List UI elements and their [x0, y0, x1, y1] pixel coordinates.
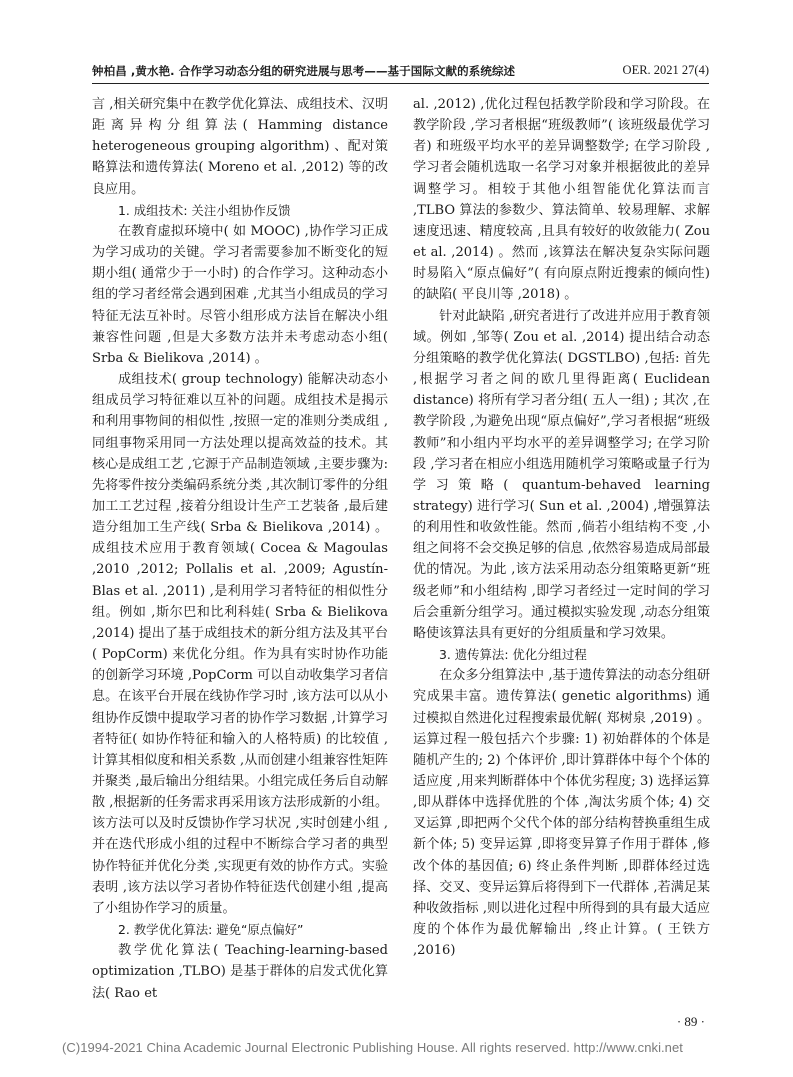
paragraph: 言 ,相关研究集中在教学优化算法、成组技术、汉明距离异构分组算法( Hamming distance heterogeneous grouping algorithm) 、配对策略算法和遗传算法( Moreno et al. ,2012) 等的改良应用。	[92, 97, 388, 197]
right-column	[413, 94, 710, 961]
paragraph: 成组技术( group technology) 能解决动态小组成员学习特征难以互补的问题。成组技术是揭示和利用事物间的相似性 ,按照一定的准则分类成组 ,同组事物采用同一方法处理以提高效益的技术。其核心是成组工艺 ,它源于产品制造领域 ,主要步骤为: 先将零件按分类编码系统分类 ,其次制订零件的分组加工工艺过程 ,接着分组设计生产工艺装备 ,最后建造分组加工生产线( Srba & Bielikova ,2014) 。成组技术应用于教育领域( Cocea & Magoulas ,2010 ,2012; Pollalis et al. ,2009; Agustín-Blas et al. ,2011) ,是利用学习者特征的相似性分组。例如 ,斯尔巴和比利科娃( Srba & Bielikova ,2014) 提出了基于成组技术的新分组方法及其平台( PopCorm) 来优化分组。作为具有实时协作功能的创新学习环境 ,PopCorm 可以自动收集学习者信息。在该平台开展在线协作学习时 ,该方法可以从小组协作反馈中提取学习者的协作学习数据 ,计算学习者特征( 如协作特征和输入的人格特质) 的比较值 ,计算其相似度和相关系数 ,从而创建小组兼容性矩阵并聚类 ,最后输出分组结果。小组完成任务后自动解散 ,根据新的任务需求再采用该方法形成新的小组。该方法可以及时反馈协作学习状况 ,实时创建小组 ,并在迭代形成小组的过程中不断综合学习者的典型协作特征并优化分类 ,实现更有效的协作方式。实验表明 ,该方法以学习者协作特征迭代创建小组 ,提高了小组协作学习的质量。	[92, 372, 388, 916]
paragraph: 在众多分组算法中 ,基于遗传算法的动态分组研究成果丰富。遗传算法( genetic algorithms) 通过模拟自然进化过程搜索最优解( 郑树泉 ,2019) 。运算过程一般包括六个步骤: 1) 初始群体的个体是随机产生的; 2) 个体评价 ,即计算群体中每个个体的适应度 ,用来判断群体中个体优劣程度; 3) 选择运算 ,即从群体中选择优胜的个体 ,淘汰劣质个体; 4) 交叉运算 ,即把两个父代个体的部分结构替换重组生成新个体; 5) 变异运算 ,即将变异算子作用于群体 ,修改个体的基因值; 6) 终止条件判断 ,即群体经过选择、交叉、变异运算后将得到下一代群体 ,若满足某种收敛指标 ,则以进化过程中所得到的具有最大适应度的个体作为最优解输出 ,终止计算。( 王铁方 ,2016)	[413, 668, 710, 959]
header-authors-title: 钟柏昌 ,黄水艳. 合作学习动态分组的研究进展与思考——基于国际文献的系统综述	[92, 64, 516, 78]
paragraph: 针对此缺陷 ,研究者进行了改进并应用于教育领域。例如 ,邹等( Zou et al. ,2014) 提出结合动态分组策略的教学优化算法( DGSTLBO) ,包括: 首先 ,根据学习者之间的欧几里得距离( Euclidean distance) 将所有学习者分组( 五人一组) ; 其次 ,在教学阶段 ,为避免出现“原点偏好”,学习者根据“班级教师”和小组内平均水平的差异调整学习; 在学习阶段 ,学习者在相应小组选用随机学习策略或量子行为学习策略( quantum-behaved learning strategy) 进行学习( Sun et al. ,2004) ,增强算法的利用性和收敛性能。然而 ,倘若小组结构不变 ,小组之间将不会交换足够的信息 ,依然容易造成局部最优的情况。为此 ,该方法采用动态分组策略更新“班级老师”和小组结构 ,即学习者经过一定时间的学习后会重新分组学习。通过模拟实验发现 ,动态分组策略使该算法具有更好的分组质量和学习效果。	[413, 308, 710, 641]
running-header	[92, 58, 709, 84]
copyright-footer: (C)1994-2021 China Academic Journal Electronic Publishing House. All rights reserved. http://www.cnki.net	[62, 1040, 683, 1055]
left-column	[92, 94, 388, 1004]
paragraph: 教学优化算法( Teaching-learning-based optimization ,TLBO) 是基于群体的启发式优化算法( Rao et	[92, 943, 388, 1001]
paragraph: 在教育虚拟环境中( 如 MOOC) ,协作学习正成为学习成功的关键。学习者需要参加不断变化的短期小组( 通常少于一小时) 的合作学习。这种动态小组的学习者经常会遇到困难 ,尤其当小组成员的学习特征无法互补时。尽管小组形成方法旨在解决小组兼容性问题 ,但是大多数方法并未考虑动态小组( Srba & Bielikova ,2014) 。	[92, 223, 388, 366]
section-heading: 2. 教学优化算法: 避免“原点偏好”	[118, 922, 304, 938]
paragraph: al. ,2012) ,优化过程包括教学阶段和学习阶段。在教学阶段 ,学习者根据“班级教师”( 该班级最优学习者) 和班级平均水平的差异调整数学; 在学习阶段 ,学习者会随机选取一名学习对象并根据彼此的差异调整学习。相较于其他小组智能优化算法而言 ,TLBO 算法的参数少、算法简单、较易理解、求解速度迅速、精度较高 ,且具有较好的收敛能力( Zou et al. ,2014) 。然而 ,该算法在解决复杂实际问题时易陷入“原点偏好”( 有向原点附近搜索的倾向性) 的缺陷( 平良川等 ,2018) 。	[413, 97, 710, 303]
section-heading: 1. 成组技术: 关注小组协作反馈	[118, 202, 291, 218]
header-journal-issue: OER. 2021 27(4)	[622, 63, 709, 77]
section-heading: 3. 遗传算法: 优化分组过程	[439, 647, 587, 663]
header-rule	[92, 83, 709, 84]
page-number: · 89 ·	[676, 1014, 705, 1029]
